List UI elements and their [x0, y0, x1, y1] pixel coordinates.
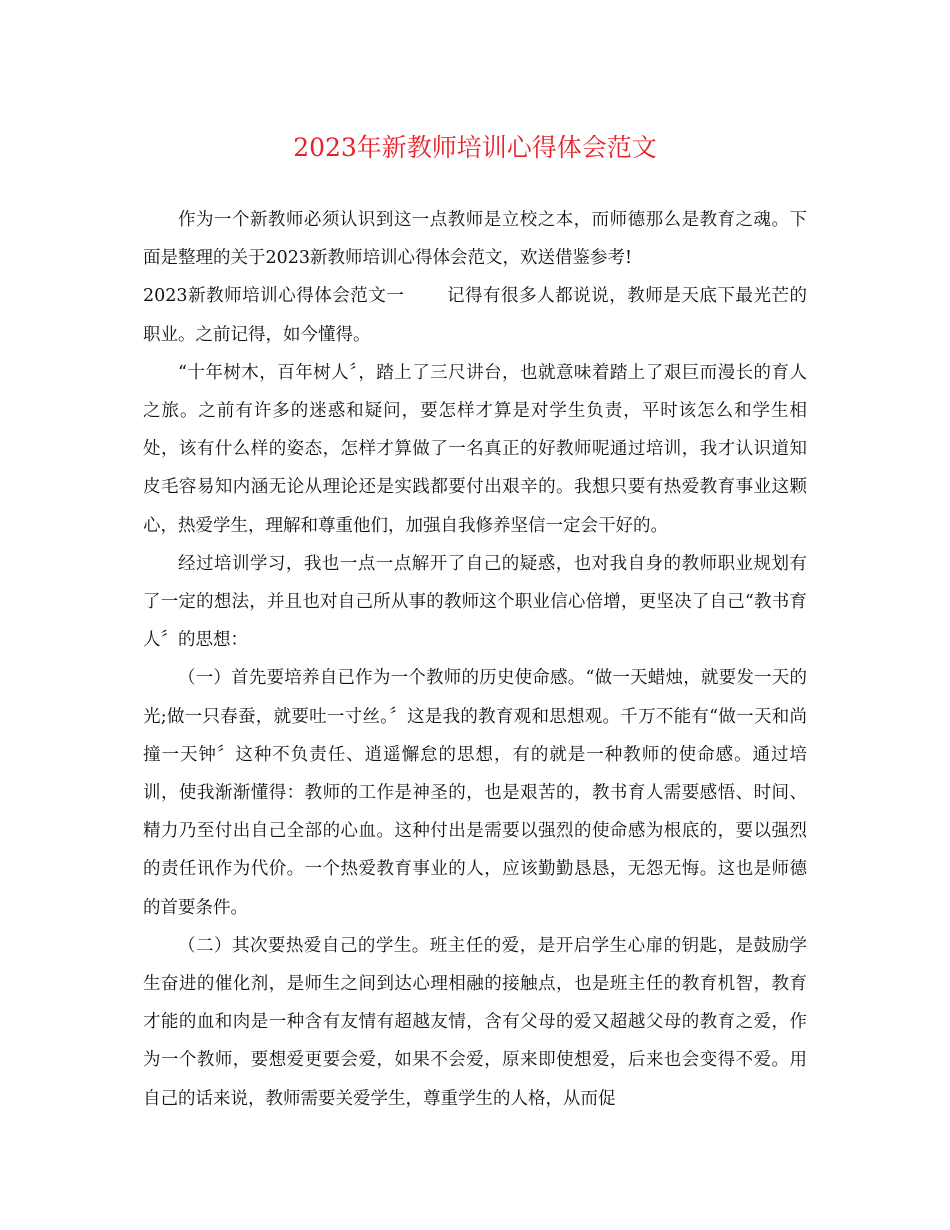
- paragraph-point-one: （一）首先要培养自已作为一个教师的历史使命感。“做一天蜡烛，就要发一天的光;做一只春蚕，就要吐一寸丝。〞这是我的教育观和思想观。千万不能有“做一天和尚撞一天钟〞这种不负责任、逍遥懈怠的思想，有的就是一种教师的使命感。通过培训，使我渐渐懂得：教师的工作是神圣的，也是艰苦的，教书育人需要感悟、时间、精力乃至付出自己全部的心血。这种付出是需要以强烈的使命感为根底的，要以强烈的责任讯作为代价。一个热爱教育事业的人，应该勤勤恳恳，无怨无悔。这也是师德的首要条件。: [143, 668, 807, 918]
- paragraph-training: 经过培训学习，我也一点一点解开了自己的疑惑，也对我自身的教师职业规划有了一定的想法，并且也对自己所从事的教师这个职业信心倍增，更坚决了自己“教书育人〞的思想：: [143, 553, 807, 651]
- paragraph-intro: 作为一个新教师必须认识到这一点教师是立校之本，而师德那么是教育之魂。下面是整理的关于2023新教师培训心得体会范文，欢送借鉴参考!: [143, 210, 807, 269]
- document-title: 2023年新教师培训心得体会范文: [293, 133, 657, 162]
- paragraph-section-heading: [143, 277, 807, 353]
- section-heading: 2023新教师培训心得体会范文一: [143, 286, 405, 307]
- paragraph-ten-years: “十年树木，百年树人〞，踏上了三尺讲台，也就意味着踏上了艰巨而漫长的育人之旅。之前有许多的迷惑和疑问，要怎样才算是对学生负责，平时该怎么和学生相处，该有什么样的姿态，怎样才算做了一名真正的好教师呢通过培训，我才认识道知皮毛容易知内涵无论从理论还是实践都要付出艰辛的。我想只要有热爱教育事业这颗心，热爱学生，理解和尊重他们，加强自我修养坚信一定会干好的。: [143, 362, 807, 536]
- document-body: [143, 201, 807, 1118]
- section-first-sentence: 记得有很多人都说说，教师是天底下最光芒的职业。之前记得，如今懂得。: [143, 286, 807, 345]
- paragraph-point-two: （二）其次要热爱自己的学生。班主任的爱，是开启学生心扉的钥匙，是鼓励学生奋进的催化剂，是师生之间到达心理相融的接触点，也是班主任的教育机智，教育才能的血和肉是一种含有友情有超越友情，含有父母的爱又超越父母的教育之爱，作为一个教师，要想爱更要会爱，如果不会爱，原来即使想爱，后来也会变得不爱。用自己的话来说，教师需要关爱学生，尊重学生的人格，从而促: [143, 935, 807, 1109]
